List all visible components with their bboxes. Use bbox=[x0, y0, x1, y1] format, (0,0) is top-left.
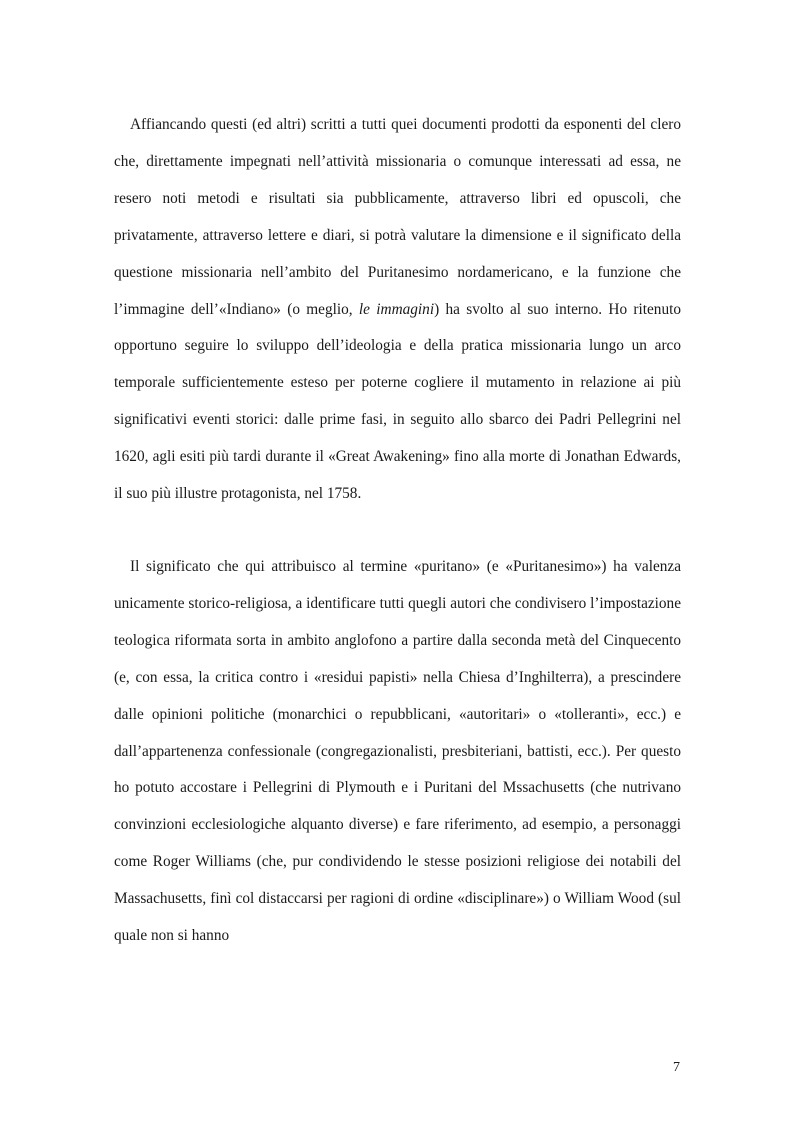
paragraph-1-text-b: ) ha svolto al suo interno. Ho ritenuto opportuno seguire lo sviluppo dell’ideologia e della pratica missionaria lungo un arco temporale sufficientemente esteso per poterne cogliere il mutamento in relazione ai più significativi eventi storici: dalle prime fasi, in seguito allo sbarco dei Padri Pellegrini nel 1620, agli esiti più tardi durante il «Great Awakening» fino alla morte di Jonathan Edwards, il suo più illustre protagonista, nel 1758. bbox=[114, 300, 681, 503]
paragraph-1-text-a: Affiancando questi (ed altri) scritti a tutti quei documenti prodotti da esponenti del clero che, direttamente impegnati nell’attività missionaria o comunque interessati ad essa, ne resero noti metodi e risultati sia pubblicamente, attraverso libri ed opuscoli, che privatamente, attraverso lettere e diari, si potrà valutare la dimensione e il significato della questione missionaria nell’ambito del Puritanesimo nordamericano, e la funzione che l’immagine dell’«Indiano» (o meglio, bbox=[114, 116, 681, 318]
paragraph-2 bbox=[114, 549, 681, 955]
paragraph-1 bbox=[114, 107, 681, 513]
page-number: 7 bbox=[673, 1060, 680, 1075]
paragraph-2-text: Il significato che qui attribuisco al termine «puritano» (e «Puritanesimo») ha valenza unicamente storico-religiosa, a identificare tutti quegli autori che condivisero l’impostazione teologica riformata sorta in ambito anglofono a partire dalla seconda metà del Cinquecento (e, con essa, la critica contro i «residui papisti» nella Chiesa d’Inghilterra), a prescindere dalle opinioni politiche (monarchici o repubblicani, «autoritari» o «tolleranti», ecc.) e dall’appartenenza confessionale (congregazionalisti, presbiteriani, battisti, ecc.). Per questo ho potuto accostare i Pellegrini di Plymouth e i Puritani del Mssachusetts (che nutrivano convinzioni ecclesiologiche alquanto diverse) e fare riferimento, ad esempio, a personaggi come Roger Williams (che, pur condividendo le stesse posizioni religiose dei notabili del Massachusetts, finì col distaccarsi per ragioni di ordine «disciplinare») o William Wood (sul quale non si hanno bbox=[114, 557, 681, 945]
document-page bbox=[114, 107, 681, 955]
paragraph-1-italic-phrase: le immagini bbox=[358, 300, 435, 318]
